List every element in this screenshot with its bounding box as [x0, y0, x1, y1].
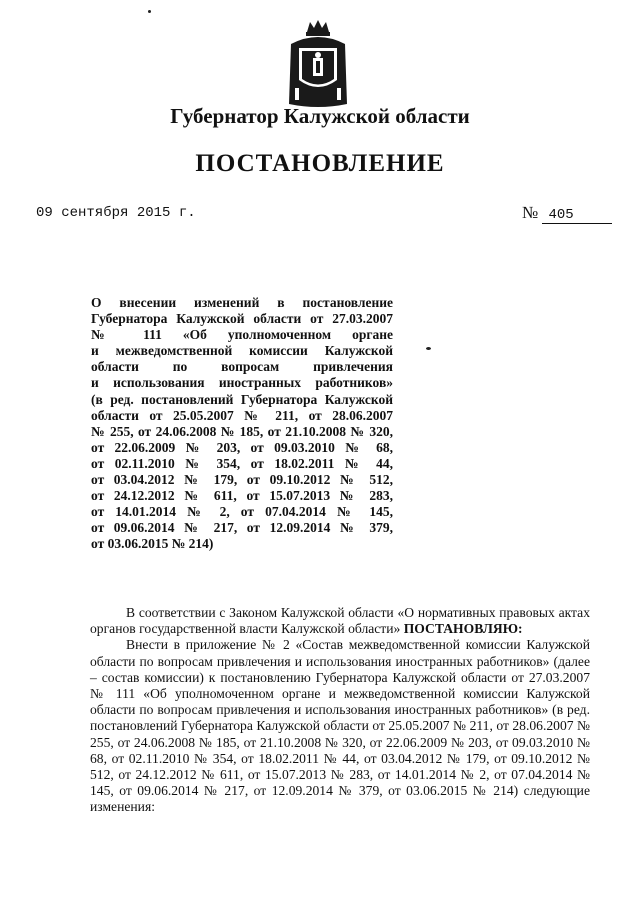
number-value: 405 [542, 207, 612, 224]
coat-of-arms-icon [285, 18, 351, 110]
title-line: области по вопросам привлечения [91, 359, 393, 375]
title-line: О внесении изменений в постановление [91, 295, 393, 310]
title-line: и использования иностранных работников» [91, 375, 393, 391]
title-line: Губернатора Калужской области от 27.03.2007 [91, 311, 393, 327]
body-paragraph [90, 605, 590, 637]
document-type-title: ПОСТАНОВЛЕНИЕ [195, 150, 445, 177]
body-paragraph: Внести в приложение № 2 «Состав межведомственной комиссии Калужской области по вопросам привлечения и использования иностранных работников» (далее – состав комиссии) к постановлению Губернатора Калужской области от 27.03.2007 № 111 «Об уполномоченном органе и межведомственной комиссии Калужской области по вопросам привлечения и использования иностранных работников» (в ред. постановлений Губернатора Калужской области от 25.05.2007 № 211, от 28.06.2007 № 255, от 24.06.2008 № 185, от 21.10.2008 № 320, от 22.06.2009 № 203, от 09.03.2010 № 68, от 02.11.2010 № 354, от 18.02.2011 № 44, от 03.04.2012 № 179, от 09.10.2012 № 512, от 24.12.2012 № 611, от 15.07.2013 № 283, от 14.01.2014 № 2, от 07.04.2014 № 145, от 09.06.2014 № 217, от 12.09.2014 № 379, от 03.06.2015 № 214) следующие изменения: [90, 637, 590, 815]
document-body [90, 605, 590, 816]
title-line: от 22.06.2009 № 203, от 09.03.2010 № 68, [91, 439, 393, 455]
number-sign: № [522, 203, 539, 222]
scan-speck [426, 347, 431, 350]
title-line: от 02.11.2010 № 354, от 18.02.2011 № 44, [91, 455, 393, 471]
issuing-authority: Губернатор Калужской области [170, 104, 470, 128]
resolution-keyword: ПОСТАНОВЛЯЮ: [403, 621, 523, 637]
document-number [522, 203, 612, 224]
document-date: 09 сентября 2015 г. [36, 205, 196, 221]
title-line: и межведомственной комиссии Калужской [91, 343, 393, 359]
title-line: области от 25.05.2007 № 211, от 28.06.2007 [91, 407, 393, 423]
title-line: от 14.01.2014 № 2, от 07.04.2014 № 145, [91, 504, 393, 520]
scan-speck [148, 10, 151, 13]
paragraph-text: В соответствии с Законом Калужской области «О нормативных правовых актах органов государственной власти Калужской области» [90, 605, 590, 637]
title-line: от 03.04.2012 № 179, от 09.10.2012 № 512, [91, 472, 393, 488]
title-line: № 255, от 24.06.2008 № 185, от 21.10.2008 № 320, [91, 423, 393, 439]
document-subject-title [91, 295, 393, 553]
title-line: от 03.06.2015 № 214) [91, 536, 214, 552]
title-line: № 111 «Об уполномоченном органе [91, 327, 393, 343]
title-line: (в ред. постановлений Губернатора Калужской [91, 391, 393, 407]
title-line: от 24.12.2012 № 611, от 15.07.2013 № 283, [91, 488, 393, 504]
title-line: от 09.06.2014 № 217, от 12.09.2014 № 379, [91, 520, 393, 536]
